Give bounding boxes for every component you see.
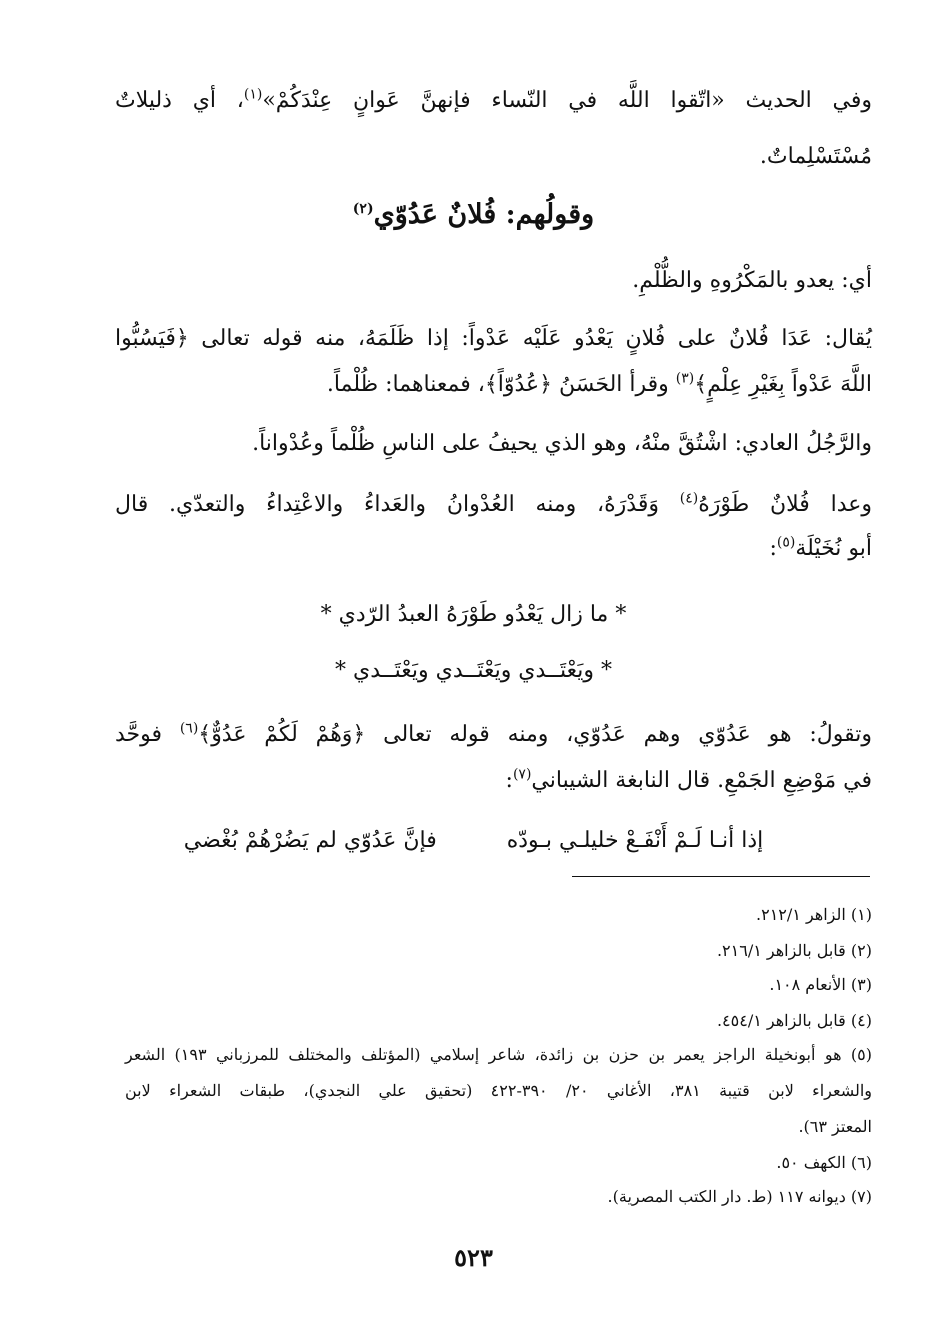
- footnote-4: (٤) قابل بالزاهر ٤٥٤/١.: [716, 1011, 872, 1030]
- footnote-3: (٣) الأنعام ١٠٨.: [769, 975, 872, 994]
- footnote-7: (٧) ديوانه ١١٧ (ط. دار الكتب المصرية).: [607, 1187, 872, 1206]
- paragraph-tawr-line-2: [769, 532, 872, 566]
- footnote-2: (٢) قابل بالزاهر ٢١٦/١.: [716, 941, 872, 960]
- text-run: ، أي ذليلاتٌ: [115, 88, 244, 113]
- text-run: وفي الحديث «اتّقوا اللَّه في النّساء فإنهنَّ عَوانٍ عِنْدَكُمْ»: [262, 88, 872, 113]
- page-number: ٥٢٣: [454, 1243, 493, 1272]
- text-run: في مَوْضِعِ الجَمْعِ. قال النابغة الشيباني: [531, 768, 872, 793]
- section-title: [0, 198, 947, 232]
- text-run: وعدا فُلانٌ طَوْرَهُ: [698, 492, 872, 517]
- paragraph-aadi: والرَّجُلُ العادي: اشْتُقَّ منْهُ، وهو الذي يحيفُ على الناسِ ظُلْماً وعُدْواناً.: [252, 431, 872, 456]
- text-run: وتقولُ: هو عَدُوّي وهم عَدُوّي، ومنه قوله تعالى ﴿وَهُمْ لَكُمْ عَدُوٌّ﴾: [198, 722, 872, 747]
- footnote-1: (١) الزاهر ٢١٢/١.: [756, 905, 872, 924]
- text-run: :: [505, 768, 513, 793]
- footnote-5-line-2: والشعراء لابن قتيبة ٣٨١، الأغاني ٢٠/ ٣٩٠-٤٢٢ (تحقيق علي النجدي)، طبقات الشعراء لابن: [125, 1081, 873, 1100]
- text-run: أبو نُخَيْلَة: [795, 536, 872, 561]
- paragraph-meaning: أي: يعدو بالمَكْرُوهِ والظُّلْمِ.: [632, 268, 872, 293]
- footnote-separator: [572, 876, 870, 877]
- text-run: وقرأ الحَسَنُ ﴿عُدُوّاً﴾، فمعناهما: ظُلْماً.: [326, 372, 676, 397]
- paragraph-aduwwi-line-1: [115, 718, 872, 752]
- text-run: :: [769, 536, 777, 561]
- paragraph-yuqal-line-2: [327, 368, 872, 402]
- verse-line-1: * ما زال يَعْدُو طَوْرَهُ العبدُ الرّدي *: [320, 602, 627, 627]
- footnote-5-line-1: (٥) هو أبونخيلة الراجز يعمر بن حزن بن زائدة، شاعر إسلامي (المؤتلف والمختلف للمرزباني ١٩٣) الشعر: [125, 1045, 873, 1064]
- footnote-ref: (٥): [776, 534, 796, 551]
- text-run: اللَّهَ عَدْواً بِغَيْرِ عِلْمٍ﴾: [694, 372, 872, 397]
- footnote-ref: (٢): [352, 201, 374, 217]
- couplet-second-hemistich: فإنَّ عَدُوّي لم يَضُرْهُمْ بُغْضي: [183, 828, 437, 853]
- text-run: وَقَدْرَهُ، ومنه العُدْوانُ والعَداءُ والاعْتِداءُ والتعدّي. قال: [115, 492, 680, 517]
- paragraph-tawr-line-1: [115, 488, 872, 522]
- footnote-ref: (١): [243, 86, 263, 103]
- footnote-ref: (٧): [512, 766, 532, 783]
- paragraph-hadith-line-2: مُسْتَسْلِماتٌ.: [759, 144, 872, 169]
- verse-line-2: * ويَعْتَــدي ويَعْتَــدي ويَعْتَــدي *: [335, 658, 612, 683]
- text-run: فوحَّد: [115, 722, 180, 747]
- footnote-ref: (٣): [675, 370, 695, 387]
- footnote-5-line-3: المعتز ٦٣).: [798, 1117, 872, 1136]
- footnote-6: (٦) الكهف ٥٠.: [776, 1153, 872, 1172]
- title-text: وقولُهم: فُلانٌ عَدُوّي: [373, 199, 595, 230]
- couplet-first-hemistich: إذا أنـا لَـمْ أَنْفَـعْ خليلـي بـودّه: [506, 828, 764, 853]
- paragraph-aduwwi-line-2: [506, 764, 872, 798]
- poem-couplet: [0, 824, 947, 858]
- footnote-ref: (٤): [679, 490, 699, 507]
- paragraph-yuqal-line-1: يُقال: عَدَا فُلانٌ على فُلانٍ يَعْدُو عَلَيْه عَدْواً: إذا ظَلَمَهُ، منه قوله تعالى ﴿فَيَسُبُّوا: [115, 326, 872, 351]
- footnote-ref: (٦): [179, 720, 199, 737]
- paragraph-hadith-line-1: [115, 84, 872, 118]
